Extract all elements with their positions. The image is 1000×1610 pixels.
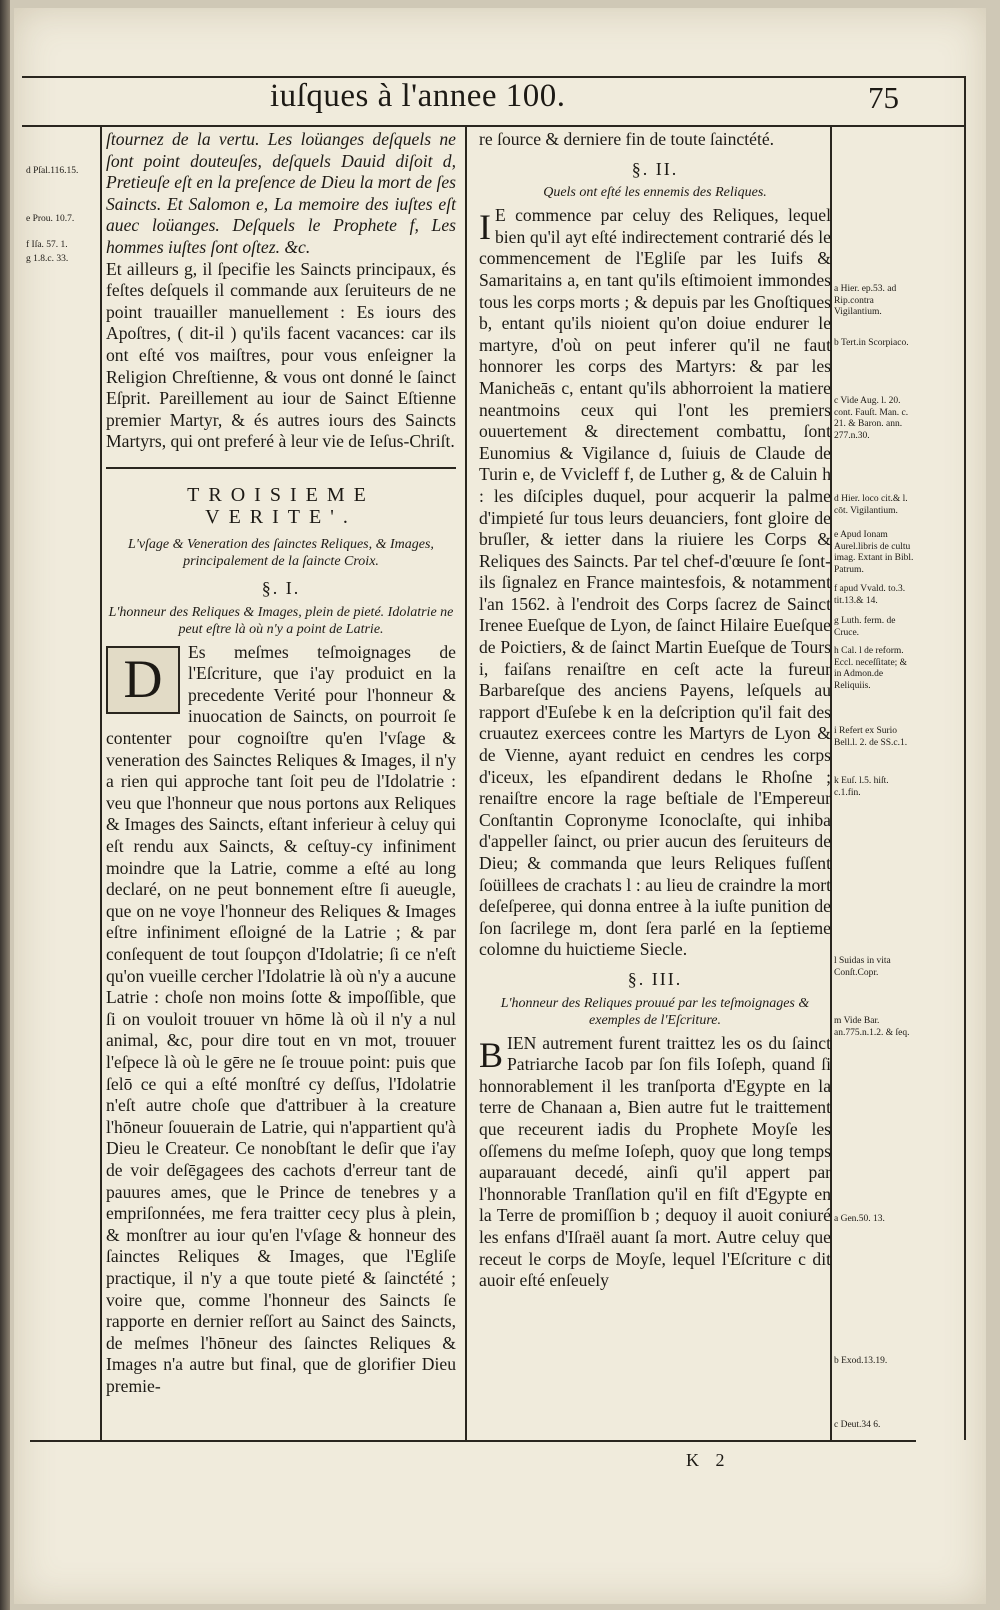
printer-signature: K 2 bbox=[686, 1450, 731, 1470]
margin-note: a Gen.50. 13. bbox=[834, 1214, 885, 1224]
section-rule bbox=[106, 467, 456, 469]
footer-rule bbox=[30, 1440, 916, 1442]
section-title: L'honneur des Reliques prouué par les teſmoignages & exemples de l'Eſcriture. bbox=[500, 995, 810, 1028]
section-number: §. III. bbox=[627, 968, 683, 989]
paragraph-body: E commence par celuy des Reliques, lequel bien qu'il ayt eſté indirectement contrarié dés le commencement de l'Egliſe par les Iuifs & Samaritains a, en tant qu'ils eſtimoient immondes tous les corps morts ; & depuis par les Gnoſtiques b, entant qu'ils nioient qu'on doiue endurer le martyre, d'où on peut inferer qu'il ne faut honnorer les corps des Martyrs: & par les Manicheās c, entant qu'ils abhorroient la matiere neantmoins ceux qui l'ont les premiers ouuertement & directement combattu, ſont Eunomius & Vigilance d, ſuiuis de Claude de Turin e, de Vvicleff f, de Luther g, & de Caluin h : les diſciples duquel, pour acquerir la palme d'impieté ſur tous leurs deuanciers, font gloire de bruſler, & ietter dans la riuiere les Corps & Reliques des Saincts. Par tel chef-d'œuure ſe ſont-ils ſignalez en France maintesfois, & notamment l'an 1562. à l'endroit des Corps ſacrez de Sainct Irenee Eueſque de Lyon, de ſainct Hilaire Eueſque de Poictiers, & de ſainct Martin Eueſque de Tours i, faiſans renaiſtre en ceſt acte la fureur Barbareſque des anciens Payens, leſquels au rapport d'Euſebe k en la deſcription qu'il fait des cruautez exercees contre les Martyrs de Lyon & de Vienne, ayant reduict en cendres les corps d'iceux, les eſpandirent dedans le Rhoſne ; renaiſtre encore la rage beſtiale de l'Empereur Conſtantin Copronyme Iconoclaſte, qui inhiba d'appeller ſainct, ou prier aucun des ſeruiteurs de Dieu; & commanda que leurs Reliques fuſſent ſoüillees de crachats l : au lieu de craindre la mort deſeſperee, qui donna entree à la iuſte punition de ſon ſacrilege m, dont ſera parlé en la ſeptieme colomne du huictieme Siecle. bbox=[479, 205, 831, 960]
page-frame-right bbox=[964, 76, 966, 1440]
margin-note: f Iſa. 57. 1. bbox=[26, 240, 68, 250]
margin-note: d Hier. loco cit.& l. cōt. Vigilantium. bbox=[834, 494, 908, 516]
margin-note: c Vide Aug. l. 20. cont. Fauſt. Man. c. 21. & Baron. ann. 277.n.30. bbox=[834, 396, 909, 441]
margin-note: a Hier. ep.53. ad Rip.contra Vigilantium. bbox=[834, 284, 897, 317]
book-binding-edge bbox=[0, 0, 10, 1610]
paragraph-body: IEN autrement furent traittez les os du ſainct Patriarche Iacob par ſon fils Ioſeph, quand ſi honnorablement il les tranſporta d'Egypte en la terre de Chanaan a, Bien autre fut le traittement que receurent iadis du Prophete Moyſe les oſſemens du meſme Ioſeph, quoy que long temps auparauant decedé, ainſi qu'il appert par l'honnorable Tranſlation qu'il en fiſt d'Egypte en la Terre de promiſſion b ; dequoy il auoit coniuré les enfans d'Iſraël auant ſa mort. Autre celuy que receut le corps de Moyſe, lequel l'Eſcriture c dit auoir eſté enſeuely bbox=[479, 1032, 831, 1291]
margin-note: h Cal. l de reform. Eccl. neceſſitate; & in Admon.de Reliquiis. bbox=[834, 646, 908, 691]
text-column-left bbox=[106, 129, 456, 1397]
header-rule-lower bbox=[22, 125, 966, 127]
text-column-right bbox=[479, 129, 831, 1292]
chapter-subheading: L'vſage & Veneration des ſainctes Reliques, & Images, principalement de la ſaincte Croix. bbox=[128, 537, 434, 570]
paragraph: Et ailleurs g, il ſpecifie les Saincts principaux, és feſtes deſquels il commande aux ſeruiteurs de ne point trauailler manuellement : Es iours des Apoſtres, ( dit-il ) qu'ils facent vacances: car ils ont eſté vos maiſtres, pour vous enſeigner la Religion Chreſtienne, & vous ont donné le ſainct Eſprit. Pareillement au iour de Sainct Eſtienne premier Martyr, & és autres iours des Saincts Martyrs, qui ont preferé à leur vie de Ieſus-Chriſt. bbox=[106, 258, 456, 452]
section-title: L'honneur des Reliques & Images, plein de pieté. Idolatrie ne peut eſtre là où n'y a point de Latrie. bbox=[108, 604, 454, 637]
initial-letter: B bbox=[479, 1034, 504, 1075]
margin-note: g Luth. ferm. de Cruce. bbox=[834, 616, 896, 638]
chapter-heading: TROISIEME VERITE'. bbox=[187, 483, 375, 528]
running-head: iuſques à l'annee 100. bbox=[270, 78, 566, 114]
margin-note: f apud Vvald. to.3. tit.13.& 14. bbox=[834, 584, 906, 606]
section-title: Quels ont eſté les ennemis des Reliques. bbox=[543, 185, 767, 201]
margin-note: b Exod.13.19. bbox=[834, 1356, 888, 1366]
column-divider-center bbox=[465, 126, 467, 1440]
paragraph-with-dropcap bbox=[106, 642, 456, 1398]
initial-letter: I bbox=[479, 207, 491, 248]
paragraph-with-initial bbox=[479, 205, 831, 961]
section-number: §. I. bbox=[261, 578, 301, 599]
decorated-initial: D bbox=[106, 646, 180, 714]
margin-note: l Suidas in vita Conſt.Copr. bbox=[834, 956, 891, 978]
margin-note: i Refert ex Surio Bell.l. 2. de SS.c.1. bbox=[834, 726, 908, 748]
paragraph: ſtournez de la vertu. Les loüanges deſquels ne ſont point douteuſes, deſquels Dauid diſoit d, Pretieuſe eſt en la preſence de Dieu la mort de ſes Saincts. Et Salomon e, La memoire des iuſtes eſt auec loüanges. Deſquels le Prophete f, Les hommes iuſtes ſont oſtez. &c. bbox=[106, 129, 456, 257]
margin-note: k Euſ. l.5. hiſt. c.1.fin. bbox=[834, 776, 889, 798]
margin-note: m Vide Bar. an.775.n.1.2. & ſeq. bbox=[834, 1016, 910, 1038]
margin-note: c Deut.34 6. bbox=[834, 1420, 881, 1430]
column-divider-left bbox=[100, 126, 102, 1440]
paragraph: re ſource & derniere fin de toute ſainctété. bbox=[479, 129, 775, 149]
margin-note: e Apud Ionam Aurel.libris de cultu imag. Extant in Bibl. Patrum. bbox=[834, 530, 914, 575]
section-number: §. II. bbox=[631, 158, 679, 179]
margin-note: e Prou. 10.7. bbox=[26, 214, 75, 224]
paragraph-body: Es meſmes teſmoignages de l'Eſcriture, que i'ay produict en la precedente Verité pour l'honneur & inuocation de Saincts, on pourroit ſe contenter pour cognoiſtre qu'en l'vſage & veneration des Sainctes Reliques & Images, il n'y a rien qui approche tant ſoit peu de l'Idolatrie : veu que l'honneur que nous portons aux Reliques & Images des Saincts, eſtant inferieur à celuy qui eſt rendu aux Saincts, & ceſtuy-cy infiniment moindre que la Latrie, comme a eſté au long declaré, on ne peut bonnement eſtre ſi aueugle, que on ne voye l'honneur des Reliques & Images eſtre infiniment eſloigné de la Latrie ; & par conſequent de tout ſoupçon d'Idolatrie; ſi ce n'eſt qu'on vueille cercher l'Idolatrie là où n'y a aucune Latrie : choſe non moins ſotte & impoſſible, que ſi on vouloit trouuer vn hōme là où il n'y a nul animal, &c, pour dire tout en vn mot, trouuer l'eſpece là où le gēre ne ſe trouue point: puis que ſelō ce qui a eſté monſtré cy deſſus, l'Idolatrie n'eſt autre choſe que d'attribuer à la creature l'hōneur ſouuerain de Latrie, qui n'appartient qu'à Dieu le Createur. Ce nonobſtant le deſir que i'ay de voir deſēgagees des cachots d'erreur tant de pauures ames, que le Prince de tenebres y a empriſonnées, me fera traitter cecy plus à plein, & monſtrer au iour qu'en l'vſage & honneur des ſainctes Reliques & Images, que l'Egliſe practique, il n'y a que toute pieté & ſainctété ; voire que, comme l'honneur des Saincts ſe rapporte en dernier reſſort au Sainct des Saincts, de meſmes l'hōneur des ſainctes Reliques & Images n'a autre but final, que de glorifier Dieu premie- bbox=[106, 641, 456, 1396]
margin-note: g 1.8.c. 33. bbox=[26, 254, 69, 264]
margin-note: b Tert.in Scorpiaco. bbox=[834, 338, 909, 348]
margin-note: d Pſal.116.15. bbox=[26, 166, 79, 176]
paragraph-with-initial bbox=[479, 1033, 831, 1292]
page-number: 75 bbox=[868, 80, 899, 115]
